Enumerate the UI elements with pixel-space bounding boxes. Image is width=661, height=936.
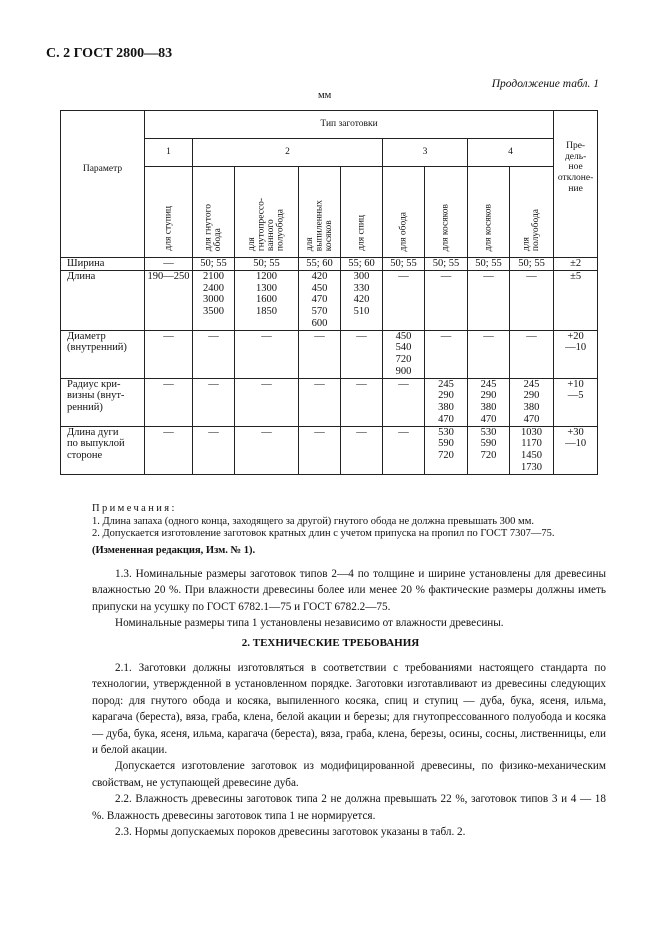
value-cell: 55; 60 [299,258,341,271]
table-unit: мм [318,90,332,101]
value-cell: 245 290 380 470 [468,378,510,426]
subcolumn-header: для гнутого обода [193,167,235,258]
table-row [61,258,598,271]
change-note: (Измененная редакция, Изм. № 1). [92,544,256,556]
param-header: Параметр [61,111,145,258]
value-cell: 245 290 380 470 [510,378,554,426]
value-cell: — [425,330,468,378]
value-cell: 50; 55 [193,258,235,271]
value-cell: 190—250 [145,270,193,330]
value-cell: — [383,270,425,330]
table-row [61,330,598,378]
value-cell: — [145,258,193,271]
subcolumn-header: для полуобода [510,167,554,258]
value-cell: 50; 55 [468,258,510,271]
value-cell: — [383,426,425,474]
value-cell: 245 290 380 470 [425,378,468,426]
param-cell: Длина дуги по выпуклой стороне [61,426,145,474]
type-number: 3 [383,139,468,167]
param-cell: Длина [61,270,145,330]
value-cell: — [193,426,235,474]
value-cell: 55; 60 [341,258,383,271]
type-number: 2 [193,139,383,167]
value-cell: — [299,378,341,426]
value-cell: 530 590 720 [468,426,510,474]
param-cell: Радиус кри- визны (внут- ренний) [61,378,145,426]
note-item: 1. Длина запаха (одного конца, заходящего за другой) гнутого обода не должна превышать 300 мм. [92,515,534,527]
value-cell: 420 450 470 570 600 [299,270,341,330]
value-cell: 50; 55 [383,258,425,271]
deviation-cell: +20 —10 [554,330,598,378]
subcolumn-header: для гнутопрессо- ванного полуобода [235,167,299,258]
value-cell: 530 590 720 [425,426,468,474]
type-header: Тип заготовки [145,111,554,139]
deviation-cell: +10 —5 [554,378,598,426]
section-2 [92,660,606,840]
value-cell: 2100 2400 3000 3500 [193,270,235,330]
value-cell: — [425,270,468,330]
value-cell: — [299,330,341,378]
value-cell: — [341,330,383,378]
value-cell: — [235,378,299,426]
value-cell: — [468,270,510,330]
table-notes [92,503,612,557]
value-cell: — [235,330,299,378]
paragraph-2-2: 2.2. Влажность древесины заготовок типа 2 не должна превышать 22 %, заготовок типов 3 и 4 — 18 %. Влажность древесины заготовок типа 1 не нормируется. [92,793,606,822]
value-cell: — [341,378,383,426]
value-cell: — [235,426,299,474]
deviation-cell: +30 —10 [554,426,598,474]
value-cell: 50; 55 [510,258,554,271]
table-continuation-label: Продолжение табл. 1 [491,78,599,90]
value-cell: 1030 1170 1450 1730 [510,426,554,474]
value-cell: 300 330 420 510 [341,270,383,330]
subcolumn-header: для обода [383,167,425,258]
deviation-cell: ±2 [554,258,598,271]
value-cell: 1200 1300 1600 1850 [235,270,299,330]
value-cell: — [468,330,510,378]
value-cell: — [145,378,193,426]
paragraph-2-1b: Допускается изготовление заготовок из модифицированной древесины, по физико-механическим свойствам, не уступающей древесине дуба. [92,760,606,789]
type-number: 4 [468,139,554,167]
value-cell: — [383,378,425,426]
subcolumn-header: для косяков [425,167,468,258]
value-cell: — [193,330,235,378]
paragraph-1-3: 1.3. Номинальные размеры заготовок типов 2—4 по толщине и ширине установлены для древесины влажностью 20 %. При влажности древесины более или менее 20 % фактические размеры должны иметь припуски на усушку по ГОСТ 6782.1—75 и ГОСТ 6782.2—75. [92,568,606,613]
deviation-header: Пре- дель- ное отклоне- ние [554,111,598,258]
note-item: 2. Допускается изготовление заготовок кратных длин с учетом припуска на пропил по ГОСТ 7307—75. [92,528,555,539]
paragraph-2-3: 2.3. Нормы допускаемых пороков древесины заготовок указаны в табл. 2. [115,826,466,839]
param-cell: Диаметр (внутренний) [61,330,145,378]
value-cell: — [341,426,383,474]
value-cell: — [510,270,554,330]
value-cell: — [145,330,193,378]
value-cell: 50; 55 [235,258,299,271]
value-cell: 50; 55 [425,258,468,271]
notes-title: Примечания: [92,503,177,514]
table-row [61,378,598,426]
section-title: 2. ТЕХНИЧЕСКИЕ ТРЕБОВАНИЯ [241,637,420,649]
table-row [61,270,598,330]
value-cell: — [299,426,341,474]
paragraph-1-3b: Номинальные размеры типа 1 установлены независимо от влажности древесины. [115,617,504,630]
value-cell: — [145,426,193,474]
deviation-cell: ±5 [554,270,598,330]
type-number: 1 [145,139,193,167]
page-header: С. 2 ГОСТ 2800—83 [46,46,173,61]
subcolumn-header: для спиц [341,167,383,258]
param-cell: Ширина [61,258,145,271]
subcolumn-header: для выпиленных косяков [299,167,341,258]
dimensions-table [60,110,598,475]
table-row [61,426,598,474]
paragraph-2-1: 2.1. Заготовки должны изготовляться в соответствии с требованиями настоящего стандарта по технологии, утвержденной в установленном порядке. Заготовки изготавливают из древесины следующих пород: для гнутого обода и косяка, выпиленного косяка, спиц и ступиц — дуба, бука, ясеня, ильма, карагача (береста), вяза, граба, клена, белой акации и березы; для гнутопрессованного полуобода и косяка — дуба, бука, ясеня, ильма, карагача (береста), вяза, граба, клена, березы, осины, сосны, лиственницы, ели и белой акации. [92,662,606,757]
section-1-3 [92,566,606,632]
value-cell: 450 540 720 900 [383,330,425,378]
subcolumn-header: для ступиц [145,167,193,258]
value-cell: — [193,378,235,426]
subcolumn-header: для косяков [468,167,510,258]
value-cell: — [510,330,554,378]
